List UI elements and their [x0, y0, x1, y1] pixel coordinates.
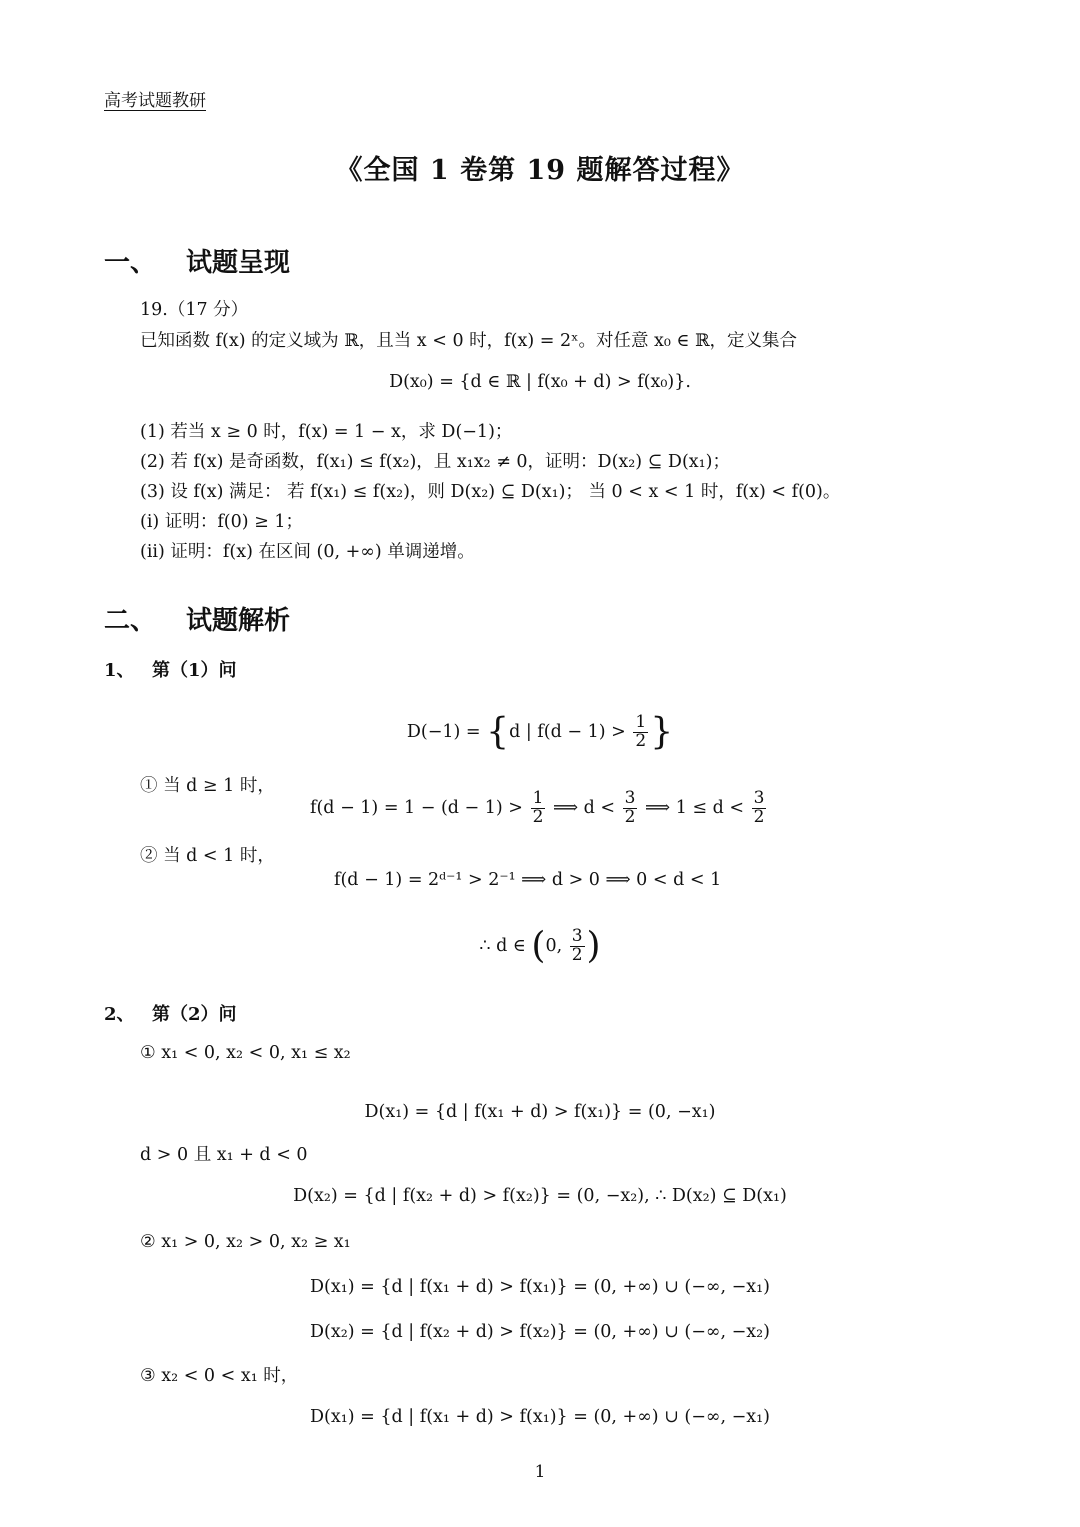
- question-3: (3) 设 f(x) 满足： 若 f(x₁) ≤ f(x₂)，则 D(x₂) ⊆ D(x₁)； 当 0 < x < 1 时，f(x) < f(0)。: [140, 482, 841, 502]
- fraction-three-halves: $\frac{3}{2}$: [624, 788, 636, 827]
- part2-number: 2、: [104, 1004, 135, 1025]
- part1-conclusion: [0, 925, 1080, 967]
- fraction-three-halves-c: $\frac{3}{2}$: [571, 926, 583, 965]
- part2-title: 第（2）问: [152, 1004, 237, 1025]
- part2-equation-3: D(x₁) = {d | f(x₁ + d) > f(x₁)} = (0, +∞) ∪ (−∞, −x₁): [310, 1277, 770, 1297]
- conclusion-left: ∴ d ∈: [479, 935, 532, 956]
- question-3-ii: (ii) 证明：f(x) 在区间 (0, +∞) 单调递增。: [140, 542, 475, 562]
- case1-eq-part-c: ⟹ 1 ≤ d <: [645, 797, 745, 818]
- section2-number: 二、: [104, 606, 157, 636]
- part2-case2: ② x₁ > 0, x₂ > 0, x₂ ≥ x₁: [140, 1232, 351, 1252]
- part2-equation-2: D(x₂) = {d | f(x₂ + d) > f(x₂)} = (0, −x₂), ∴ D(x₂) ⊆ D(x₁): [293, 1186, 787, 1206]
- section2-title: 试题解析: [186, 606, 291, 636]
- eq-set-condition: d | f(d − 1) >: [509, 721, 626, 742]
- part1-main-equation: [0, 711, 1080, 753]
- question-3-i: (i) 证明：f(0) ≥ 1；: [140, 512, 304, 532]
- part1-number: 1、: [104, 660, 135, 681]
- part2-case3: ③ x₂ < 0 < x₁ 时，: [140, 1366, 299, 1386]
- part2-note: d > 0 且 x₁ + d < 0: [140, 1145, 308, 1165]
- right-paren: ): [586, 925, 601, 967]
- case1-eq-part-b: ⟹ d <: [552, 797, 616, 818]
- section1-title: 试题呈现: [186, 248, 291, 278]
- page-number: 1: [534, 1462, 546, 1482]
- part2-equation-4: D(x₂) = {d | f(x₂ + d) > f(x₂)} = (0, +∞) ∪ (−∞, −x₂): [310, 1322, 770, 1342]
- right-brace: }: [650, 711, 674, 753]
- part2-equation-1: D(x₁) = {d | f(x₁ + d) > f(x₁)} = (0, −x₁): [364, 1102, 716, 1122]
- fraction-one-half: $\frac{1}{2}$: [635, 712, 647, 751]
- document-title: 《全国 1 卷第 19 题解答过程》: [335, 155, 745, 186]
- section1-number: 一、: [104, 248, 157, 278]
- header-label: 高考试题教研: [104, 91, 206, 111]
- part1-case1-label: ① 当 d ≥ 1 时，: [140, 776, 275, 796]
- fraction-three-halves-b: $\frac{3}{2}$: [753, 788, 765, 827]
- question-2: (2) 若 f(x) 是奇函数，f(x₁) ≤ f(x₂)，且 x₁x₂ ≠ 0，证明：D(x₂) ⊆ D(x₁)；: [140, 452, 730, 472]
- problem-score: 19.（17 分）: [140, 300, 249, 320]
- left-brace: {: [486, 711, 510, 753]
- eq-left: D(−1) =: [406, 721, 487, 742]
- part1-case2-equation: f(d − 1) = 2ᵈ⁻¹ > 2⁻¹ ⟹ d > 0 ⟹ 0 < d < 1: [334, 870, 722, 890]
- left-paren: (: [531, 925, 546, 967]
- problem-stem: 已知函数 f(x) 的定义域为 ℝ，且当 x < 0 时，f(x) = 2ˣ。对任意 x₀ ∈ ℝ，定义集合: [140, 331, 798, 351]
- fraction-one-half-b: $\frac{1}{2}$: [532, 788, 544, 827]
- conclusion-interval-start: 0,: [545, 935, 563, 956]
- part1-case2-label: ② 当 d < 1 时，: [140, 846, 275, 866]
- part1-case1-equation: [310, 790, 768, 827]
- part1-title: 第（1）问: [152, 660, 237, 681]
- case1-eq-part-a: f(d − 1) = 1 − (d − 1) >: [310, 797, 523, 818]
- problem-set-definition: D(x₀) = {d ∈ ℝ | f(x₀ + d) > f(x₀)}.: [389, 372, 691, 392]
- part2-equation-5: D(x₁) = {d | f(x₁ + d) > f(x₁)} = (0, +∞) ∪ (−∞, −x₁): [310, 1407, 770, 1427]
- part2-case1: ① x₁ < 0, x₂ < 0, x₁ ≤ x₂: [140, 1043, 351, 1063]
- question-1: (1) 若当 x ≥ 0 时，f(x) = 1 − x，求 D(−1)；: [140, 422, 513, 442]
